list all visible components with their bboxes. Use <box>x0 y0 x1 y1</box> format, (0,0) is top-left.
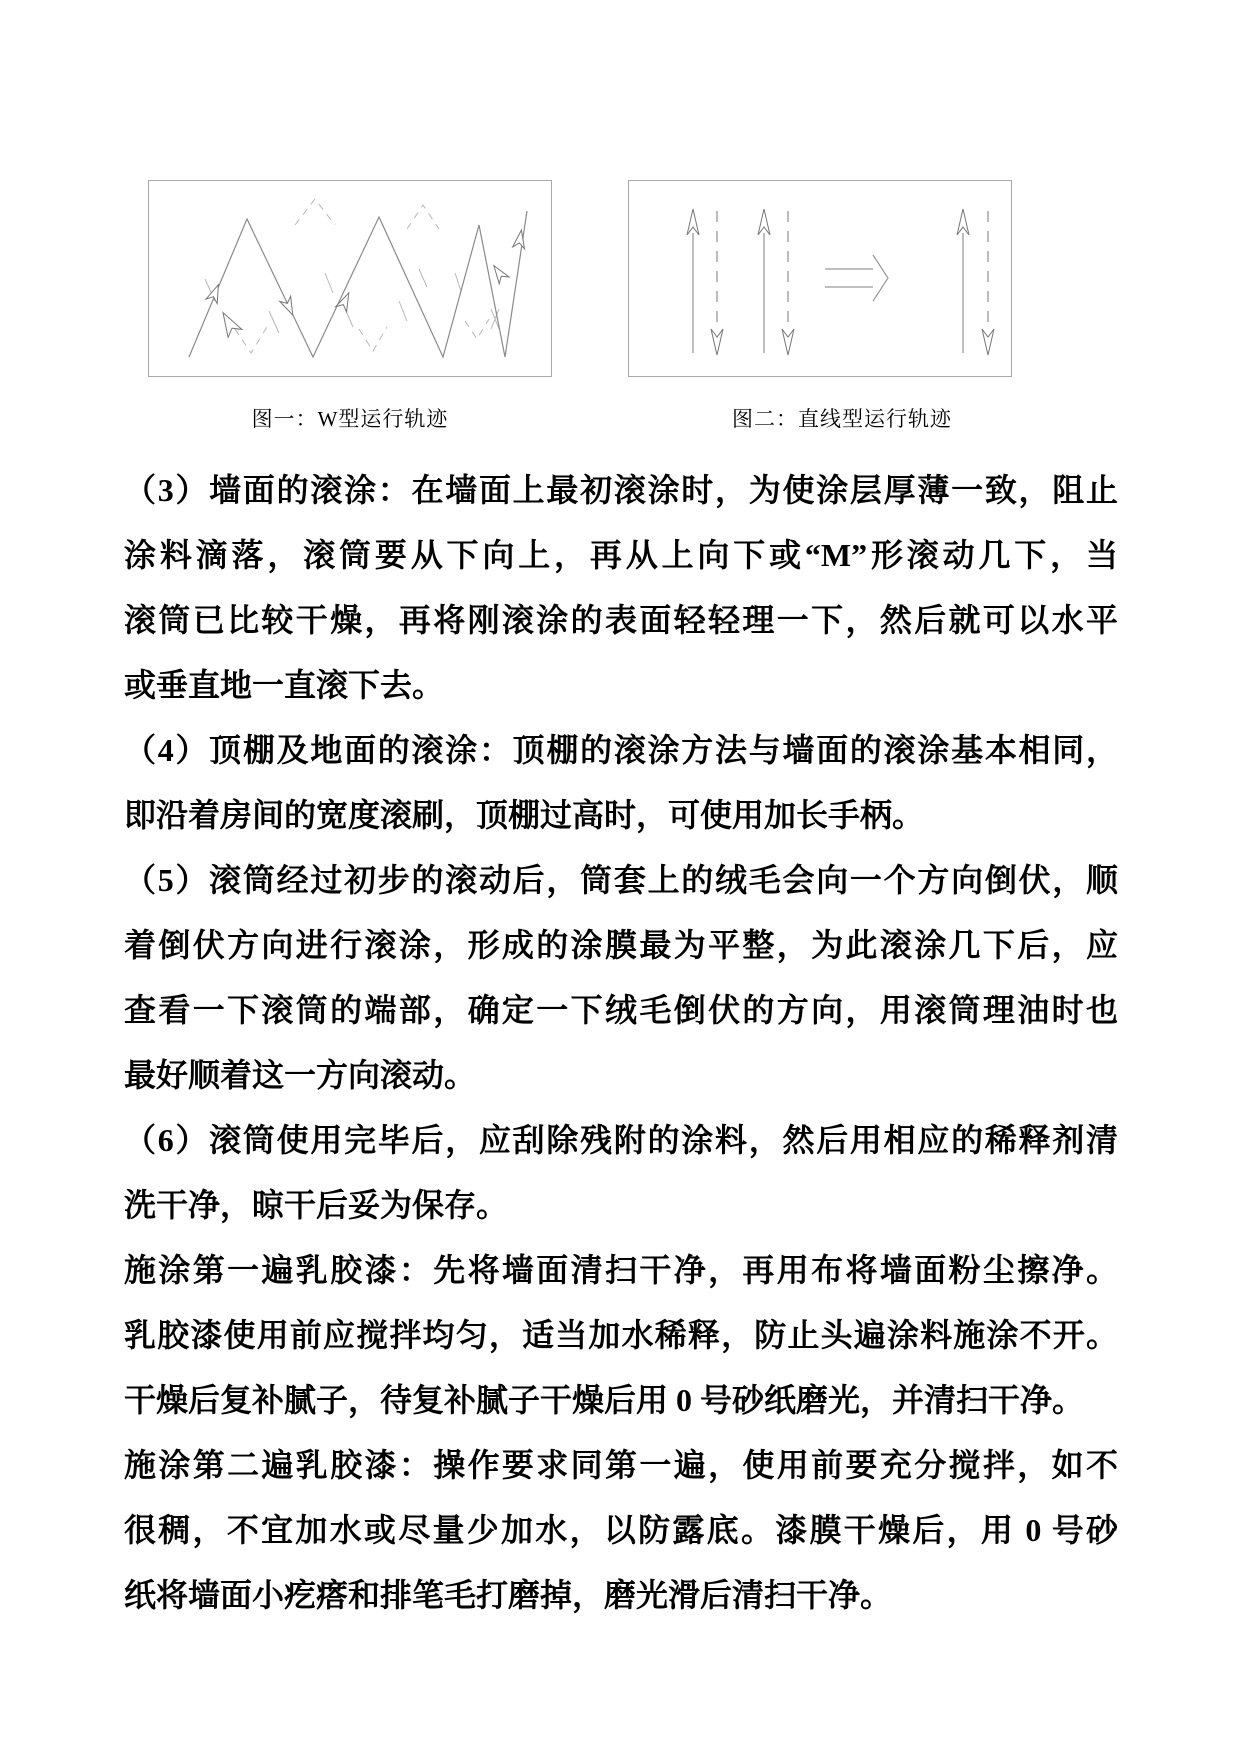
down-arrowhead <box>982 329 994 355</box>
text-line: 很稠，不宜加水或尽量少加水，以防露底。漆膜干燥后，用 0 号砂 <box>124 1512 1118 1548</box>
up-stroke-lines <box>693 233 963 353</box>
right-arrow-icon <box>825 255 888 301</box>
text-line: 滚筒已比较干燥，再将刚滚涂的表面轻轻理一下，然后就可以水平 <box>124 602 1118 638</box>
text-line: 或垂直地一直滚下去。 <box>124 667 445 703</box>
up-arrowhead <box>687 209 699 235</box>
up-arrowhead <box>758 209 770 235</box>
text-line: （4）顶棚及地面的滚涂：顶棚的滚涂方法与墙面的滚涂基本相同， <box>124 732 1118 768</box>
text-line: 施涂第二遍乳胶漆：操作要求同第一遍，使用前要充分搅拌，如不 <box>124 1447 1118 1483</box>
text-line: 查看一下滚筒的端部，确定一下绒毛倒伏的方向，用滚筒理油时也 <box>124 992 1118 1028</box>
text-line: 涂料滴落，滚筒要从下向上，再从上向下或“M”形滚动几下，当 <box>124 537 1118 573</box>
up-arrowhead <box>206 282 224 303</box>
down-arrowhead <box>280 296 298 317</box>
up-arrowhead <box>957 209 969 235</box>
down-arrowheads <box>711 329 994 355</box>
straight-trajectory-drawing <box>629 181 1011 376</box>
text-line: 着倒伏方向进行滚涂，形成的涂膜最为平整，为此滚涂几下后，应 <box>124 927 1118 963</box>
text-line: 洗干净，晾干后妥为保存。 <box>124 1187 509 1223</box>
up-arrowhead <box>513 229 528 249</box>
text-line: 即沿着房间的宽度滚刷，顶棚过高时，可使用加长手柄。 <box>124 797 925 833</box>
w-zigzag-line <box>189 211 527 357</box>
text-line: （3）墙面的滚涂：在墙面上最初滚涂时，为使涂层厚薄一致，阻止 <box>124 472 1118 508</box>
text-line: 干燥后复补腻子，待复补腻子干燥后用 0 号砂纸磨光，并清扫干净。 <box>124 1382 1085 1418</box>
down-arrowhead <box>711 329 723 355</box>
figure-w-pattern <box>148 180 552 377</box>
body-text <box>124 458 1118 1628</box>
up-arrowheads <box>687 209 969 235</box>
text-line: 最好顺着这一方向滚动。 <box>124 1057 477 1093</box>
w-trajectory-drawing <box>149 181 551 376</box>
up-left-arrowhead <box>489 262 509 284</box>
text-line: （5）滚筒经过初步的滚动后，筒套上的绒毛会向一个方向倒伏，顺 <box>124 862 1118 898</box>
direction-arrowheads <box>206 229 527 337</box>
text-line: 施涂第一遍乳胶漆：先将墙面清扫干净，再用布将墙面粉尘擦净。 <box>124 1252 1118 1288</box>
text-line: （6）滚筒使用完毕后，应刮除残附的涂料，然后用相应的稀释剂清 <box>124 1122 1118 1158</box>
figure-straight-pattern <box>628 180 1012 377</box>
text-line: 乳胶漆使用前应搅拌均匀，适当加水稀释，防止头遍涂料施涂不开。 <box>124 1317 1118 1353</box>
down-arrowhead <box>782 329 794 355</box>
figure1-caption: 图一：W型运行轨迹 <box>251 407 449 431</box>
text-line: 纸将墙面小疙瘩和排笔毛打磨掉，磨光滑后清扫干净。 <box>124 1577 893 1613</box>
figure2-caption: 图二：直线型运行轨迹 <box>732 407 952 431</box>
up-arrowhead <box>336 290 354 311</box>
